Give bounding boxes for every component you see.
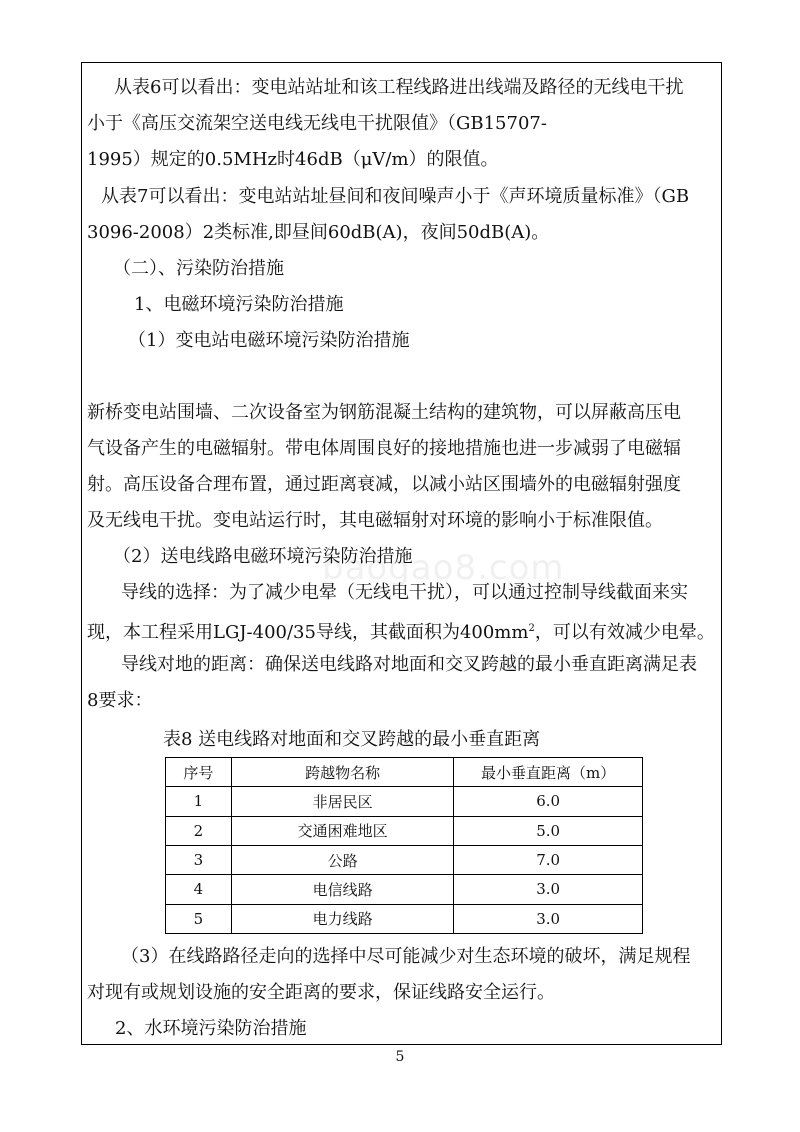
paragraph-line: 从表6可以看出：变电站站址和该工程线路进出线端及路径的无线电干扰 [114,77,684,98]
paragraph-line [87,617,715,645]
subsection-heading: （2）送电线路电磁环境污染防治措施 [113,546,413,567]
table-cell: 电力线路 [231,904,453,933]
table-cell: 1 [166,787,232,816]
table-header-row [166,758,643,787]
table-cell: 4 [166,875,232,904]
table-row [166,875,643,904]
table-row [166,816,643,845]
page-number: 5 [395,1049,405,1065]
paragraph-line: 新桥变电站围墙、二次设备室为钢筋混凝土结构的建筑物，可以屏蔽高压电 [87,402,681,423]
paragraph-line: 及无线电干扰。变电站运行时，其电磁辐射对环境的影响小于标准限值。 [87,510,663,531]
table-cell: 电信线路 [231,875,453,904]
table-caption: 表8 送电线路对地面和交叉跨越的最小垂直距离 [163,729,541,750]
table-cell: 5.0 [454,816,643,845]
table-row [166,787,643,816]
distance-table [165,757,643,934]
paragraph-line: 从表7可以看出：变电站站址昼间和夜间噪声小于《声环境质量标准》（GB [101,186,690,207]
paragraph-line: 对现有或规划设施的安全距离的要求，保证线路安全运行。 [87,982,555,1003]
paragraph-line: （3）在线路路径走向的选择中尽可能减少对生态环境的破坏，满足规程 [121,946,691,967]
section-heading: （二）、污染防治措施 [113,258,284,279]
paragraph-line: 气设备产生的电磁辐射。带电体周围良好的接地措施也进一步减弱了电磁辐 [87,438,681,459]
table-cell: 7.0 [454,845,643,874]
table-cell: 非居民区 [231,787,453,816]
table-row [166,904,643,933]
table-cell: 6.0 [454,787,643,816]
paragraph-line: 3096-2008）2类标准,即昼间60dB(A)，夜间50dB(A)。 [87,222,550,243]
table-cell: 3.0 [454,875,643,904]
table-cell: 5 [166,904,232,933]
subsection-heading: 2、水环境污染防治措施 [115,1018,307,1039]
paragraph-line: 导线的选择：为了减少电晕（无线电干扰），可以通过控制导线截面来实 [121,582,688,603]
paragraph-line: 导线对地的距离：确保送电线路对地面和交叉跨越的最小垂直距离满足表 [121,654,697,675]
table-cell: 3.0 [454,904,643,933]
paragraph-text: ，可以有效减少电晕。 [534,622,715,643]
paragraph-line: 8要求： [87,690,153,711]
table-cell: 公路 [231,845,453,874]
subsection-heading: 1、电磁环境污染防治措施 [134,294,344,315]
superscript: 2 [528,623,535,634]
paragraph-text: 现，本工程采用LGJ-400/35导线，其截面积为400mm [87,622,529,643]
table-cell: 交通困难地区 [231,816,453,845]
paragraph-line: 小于《高压交流架空送电线无线电干扰限值》（GB15707- [87,113,547,134]
column-header: 序号 [166,758,232,787]
table-row [166,845,643,874]
paragraph-line: 射。高压设备合理布置，通过距离衰减，以减小站区围墙外的电磁辐射强度 [87,474,681,495]
table-cell: 2 [166,816,232,845]
paragraph-line: 1995）规定的0.5MHz时46dB（μV/m）的限值。 [87,149,499,170]
watermark: baogao8.com [322,548,565,588]
column-header: 最小垂直距离（m） [454,758,643,787]
column-header: 跨越物名称 [231,758,453,787]
table-cell: 3 [166,845,232,874]
subsection-heading: （1）变电站电磁环境污染防治措施 [128,330,410,351]
